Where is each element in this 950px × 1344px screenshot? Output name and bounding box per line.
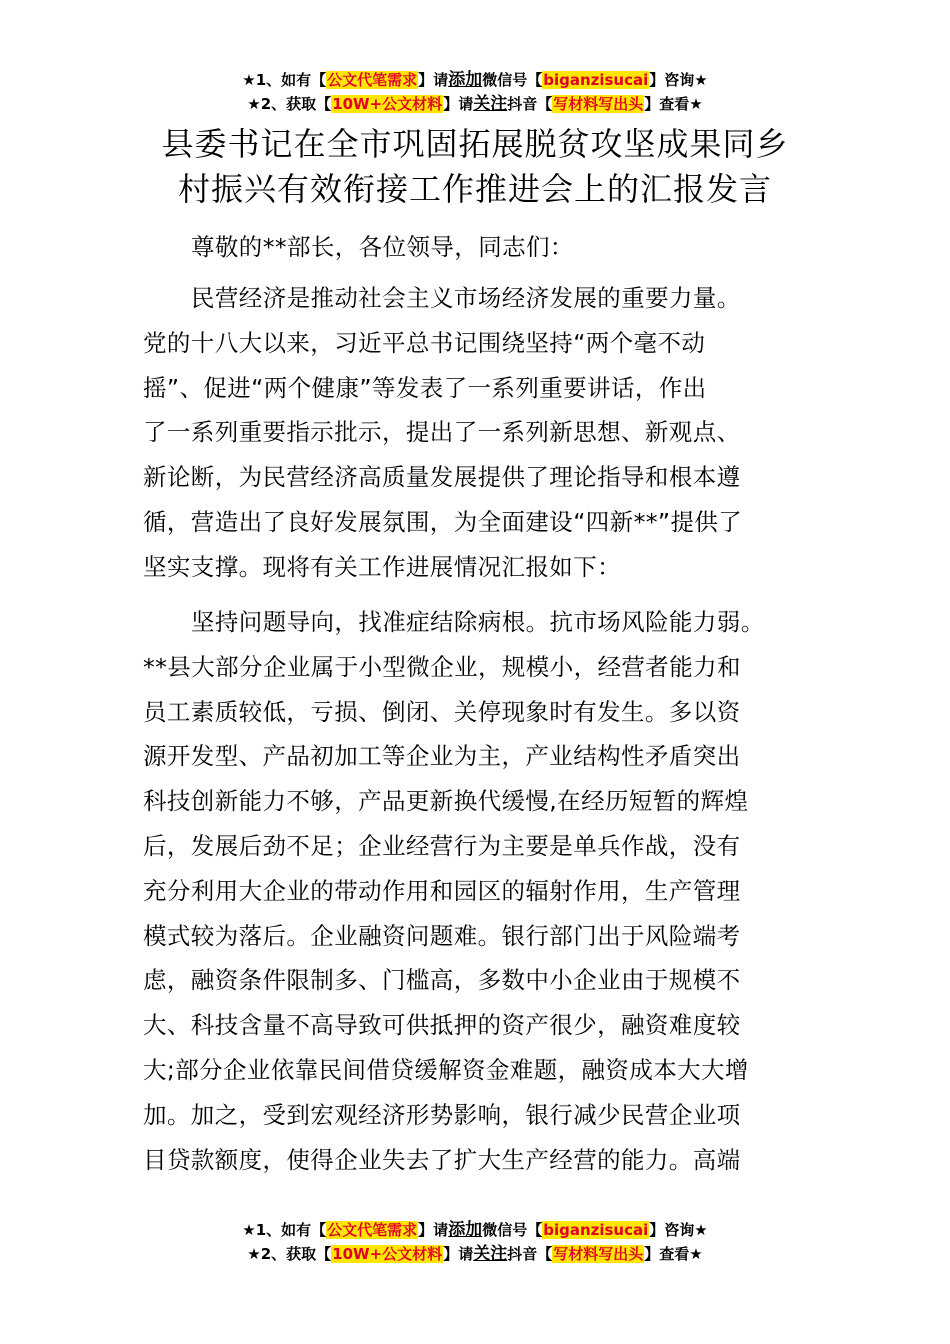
paragraph-line: **县大部分企业属于小型微企业，规模小，经营者能力和 [143,652,741,681]
paragraph-line: 模式较为落后。企业融资问题难。银行部门出于风险端考 [143,921,741,950]
paragraph-line: 民营经济是推动社会主义市场经济发展的重要力量。 [191,284,741,312]
paragraph-2 [143,600,823,1182]
paragraph-line: 源开发型、产品初加工等企业为主，产业结构性矛盾突出 [143,742,741,771]
banner-text: ★1、如有【 [242,1221,327,1239]
banner-highlight: 公文代笔需求 [327,1221,418,1239]
salutation: 尊敬的**部长，各位领导，同志们： [191,233,574,261]
banner-line-1 [0,68,950,92]
banner-text: ★2、获取【 [247,1245,332,1263]
banner-emphasis: 关注 [473,94,508,114]
paragraph-line: 坚持问题导向，找准症结除病根。抗市场风险能力弱。 [191,608,765,636]
banner-highlight: biganzisucai [543,71,649,89]
banner-line-1 [0,1218,950,1242]
paragraph-line: 大;部分企业依靠民间借贷缓解资金难题，融资成本大大增 [143,1055,749,1084]
paragraph-line: 新论断，为民营经济高质量发展提供了理论指导和根本遵 [143,463,741,492]
paragraph-line: 科技创新能力不够，产品更新换代缓慢,在经历短暂的辉煌 [143,787,749,816]
paragraph-line: 了一系列重要指示批示，提出了一系列新思想、新观点、 [143,418,741,447]
banner-text: ★1、如有【 [242,71,327,89]
banner-text: ★2、获取【 [247,95,332,113]
paragraph-line: 员工素质较低，亏损、倒闭、关停现象时有发生。多以资 [143,697,741,726]
document-title [95,122,855,212]
paragraph-line: 虑，融资条件限制多、门槛高，多数中小企业由于规模不 [143,966,741,995]
header-banner [0,68,950,116]
banner-text: 】查看★ [644,95,703,113]
paragraph-line: 充分利用大企业的带动作用和园区的辐射作用，生产管理 [143,876,741,905]
banner-highlight: 公文代笔需求 [327,71,418,89]
banner-text: 】请 [443,95,474,113]
paragraph-line: 摇”、促进“两个健康”等发表了一系列重要讲话，作出 [143,373,707,402]
banner-emphasis: 关注 [473,1244,508,1264]
banner-line-2 [0,92,950,116]
banner-text: 微信号【 [482,71,543,89]
banner-text: 】请 [443,1245,474,1263]
paragraph-line: 大、科技含量不高导致可供抵押的资产很少，融资难度较 [143,1011,741,1040]
title-line: 村振兴有效衔接工作推进会上的汇报发言 [177,170,772,208]
banner-text: 】请 [418,71,449,89]
paragraph-1 [143,276,823,590]
banner-highlight: biganzisucai [543,1221,649,1239]
banner-text: 】请 [418,1221,449,1239]
banner-highlight: 写材料写出头 [553,1245,644,1263]
banner-text: 微信号【 [482,1221,543,1239]
paragraph-line: 目贷款额度，使得企业失去了扩大生产经营的能力。高端 [143,1145,741,1174]
title-line: 县委书记在全市巩固拓展脱贫攻坚成果同乡 [161,125,789,163]
banner-highlight: 10W+公文材料 [332,95,443,113]
banner-text: 抖音【 [507,95,553,113]
paragraph-line: 坚实支撑。现将有关工作进展情况汇报如下： [143,552,621,581]
paragraph-line: 加。加之，受到宏观经济形势影响，银行减少民营企业项 [143,1100,741,1129]
paragraph-line: 党的十八大以来，习近平总书记围绕坚持“两个毫不动 [143,328,706,357]
banner-text: 抖音【 [507,1245,553,1263]
banner-emphasis: 添加 [448,70,483,90]
banner-highlight: 写材料写出头 [553,95,644,113]
banner-text: 】查看★ [644,1245,703,1263]
banner-emphasis: 添加 [448,1220,483,1240]
paragraph-line: 循，营造出了良好发展氛围，为全面建设“四新**”提供了 [143,507,743,536]
banner-text: 】咨询★ [649,1221,708,1239]
footer-banner [0,1218,950,1266]
banner-highlight: 10W+公文材料 [332,1245,443,1263]
banner-text: 】咨询★ [649,71,708,89]
paragraph-line: 后，发展后劲不足；企业经营行为主要是单兵作战，没有 [143,831,741,860]
banner-line-2 [0,1242,950,1266]
